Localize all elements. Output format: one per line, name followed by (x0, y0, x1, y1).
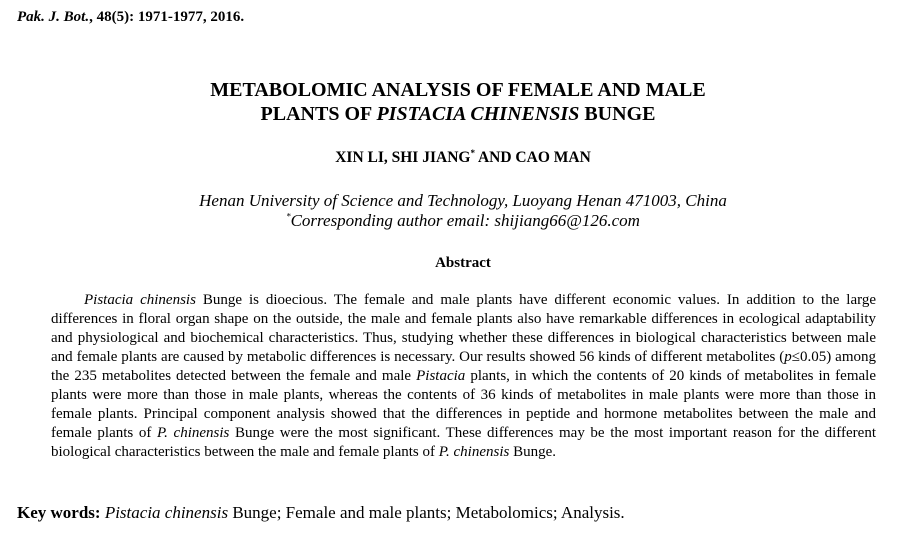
keywords-rest: Bunge; Female and male plants; Metabolomics; Analysis. (228, 503, 625, 522)
citation-details: , 48(5): 1971-1977, 2016. (89, 9, 245, 25)
journal-citation (17, 9, 244, 26)
abstract-heading: Abstract (435, 255, 491, 271)
authors-part-2: AND CAO MAN (474, 149, 591, 166)
keywords-label: Key words: (17, 503, 101, 522)
abstract-text-4: Bunge were the most significant. These differences may be the most important reason for the different biological characteristics between the male and female plants of (51, 425, 876, 460)
title-line-2-prefix: PLANTS OF (260, 103, 377, 125)
title-line-1: METABOLOMIC ANALYSIS OF FEMALE AND MALE (210, 79, 706, 101)
institution: Henan University of Science and Technology, Luoyang Henan 471003, China (199, 191, 727, 210)
authors-part-1: XIN LI, SHI JIANG (335, 149, 471, 166)
keyword-species: Pistacia chinensis (100, 503, 229, 522)
title-species: PISTACIA CHINENSIS (376, 103, 580, 125)
journal-name: Pak. J. Bot. (17, 9, 90, 25)
abstract-body (51, 291, 876, 462)
author-list (0, 149, 916, 167)
email-asterisk: * (286, 211, 291, 222)
title-line-2-suffix: BUNGE (579, 103, 656, 125)
email-line[interactable]: Corresponding author email: shijiang66@126.com (290, 211, 640, 230)
affiliation (0, 191, 916, 231)
title-line-2 (0, 102, 916, 126)
species-abbrev-2: P. chinensis (438, 444, 510, 460)
species-abbrev-1: P. chinensis (156, 425, 230, 441)
keywords (17, 503, 625, 523)
abstract-text-5: Bunge. (509, 444, 556, 460)
abstract-text-1: Bunge is dioecious. The female and male plants have different economic values. In addition to the large differences in floral organ shape on the outside, the male and female plants also have remarkable differences in ecological adaptability and physiological and biochemical characteristics. Thus, studying whether these differences in biological characteristics between male and female plants are caused by metabolic differences is necessary. Our results showed 56 kinds of different metabolites ( (51, 292, 876, 365)
abstract-text-3: plants, in which the contents of 20 kinds of metabolites in female plants were more than those in male plants, whereas the contents of 36 kinds of metabolites in male plants were more than those in female plants. Principal component analysis showed that the differences in peptide and hormone metabolites between the male and female plants of (51, 368, 876, 441)
corresponding-email (0, 211, 916, 231)
genus-name: Pistacia (416, 368, 466, 384)
p-symbol: p (784, 349, 792, 365)
paper-title (0, 78, 916, 126)
corresponding-asterisk: * (470, 147, 475, 158)
abstract-text-2: ≤0.05) among the 235 metabolites detected between the female and male (51, 349, 876, 384)
species-name: Pistacia chinensis (84, 292, 196, 308)
